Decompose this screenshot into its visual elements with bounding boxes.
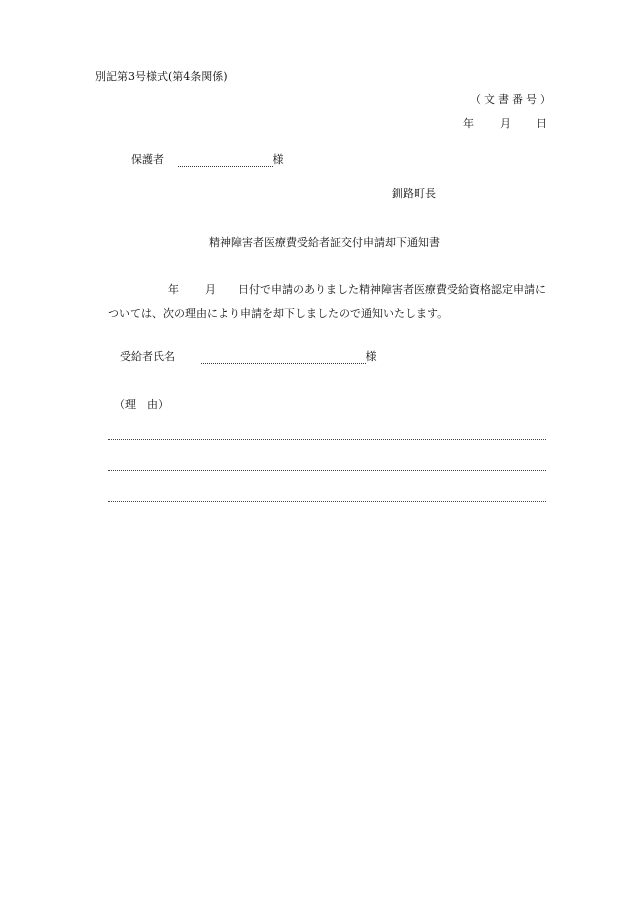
- date-day: 日: [536, 117, 547, 130]
- date-month: 月: [500, 117, 511, 130]
- addressee-label: 保護者: [131, 153, 164, 166]
- addressee-name-field[interactable]: [178, 155, 273, 167]
- body-year: 年: [168, 283, 179, 296]
- date-year: 年: [463, 117, 474, 130]
- recipient-line: [120, 350, 377, 364]
- recipient-label: 受給者氏名: [120, 350, 175, 363]
- reason-line-2[interactable]: [108, 470, 546, 471]
- reason-label: （理 由）: [114, 398, 169, 411]
- body-month: 月: [205, 283, 216, 296]
- recipient-honorific: 様: [365, 350, 377, 363]
- body-line2-text: ついては、次の理由により申請を却下しましたので通知いたします。: [108, 307, 449, 320]
- reason-line-3[interactable]: [108, 501, 546, 502]
- addressee-honorific: 様: [272, 153, 284, 166]
- body-line1-text: 日付で申請のありました精神障害者医療費受給資格認定申請に: [238, 283, 546, 296]
- reason-line-1[interactable]: [108, 439, 546, 440]
- form-number: 別記第3号様式(第4条関係): [95, 70, 228, 83]
- addressee-line: [131, 153, 284, 167]
- document-number: （文書番号）: [470, 93, 554, 106]
- document-title: 精神障害者医療費受給者証交付申請却下通知書: [209, 236, 440, 249]
- recipient-name-field[interactable]: [201, 352, 366, 364]
- sender-name: 釧路町長: [392, 187, 436, 200]
